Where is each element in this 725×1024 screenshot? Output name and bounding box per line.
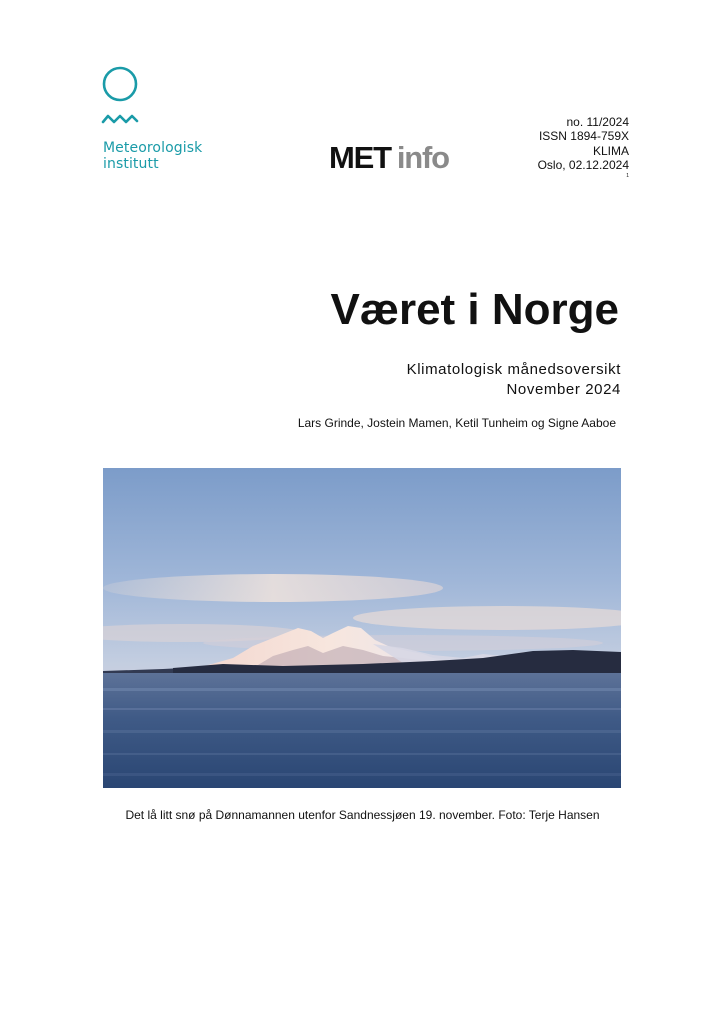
cover-photo bbox=[103, 468, 621, 788]
met-logo-icon bbox=[100, 66, 144, 130]
met-info-brand bbox=[329, 139, 449, 177]
subtitle-line1: Klimatologisk månedsoversikt bbox=[406, 361, 621, 378]
publication-meta bbox=[538, 115, 629, 180]
institute-name-line1: Meteorologisk bbox=[103, 140, 203, 156]
page-title: Været i Norge bbox=[330, 285, 619, 334]
page-number: 1 bbox=[626, 173, 629, 180]
institute-name bbox=[103, 140, 202, 172]
photo-caption: Det lå litt snø på Dønnamannen utenfor Sandnessjøen 19. november. Foto: Terje Hansen bbox=[125, 808, 600, 822]
subtitle bbox=[407, 360, 621, 400]
place-date: Oslo, 02.12.2024 bbox=[537, 157, 629, 172]
category: KLIMA bbox=[592, 143, 629, 158]
brand-met: MET bbox=[329, 140, 391, 175]
subtitle-line2: November 2024 bbox=[506, 381, 621, 398]
institute-name-line2: institutt bbox=[103, 156, 159, 172]
authors: Lars Grinde, Jostein Mamen, Ketil Tunheim og Signe Aaboe bbox=[297, 416, 616, 430]
issn: ISSN 1894-759X bbox=[538, 129, 629, 144]
brand-info: info bbox=[396, 140, 449, 175]
issue-number: no. 11/2024 bbox=[566, 115, 629, 129]
